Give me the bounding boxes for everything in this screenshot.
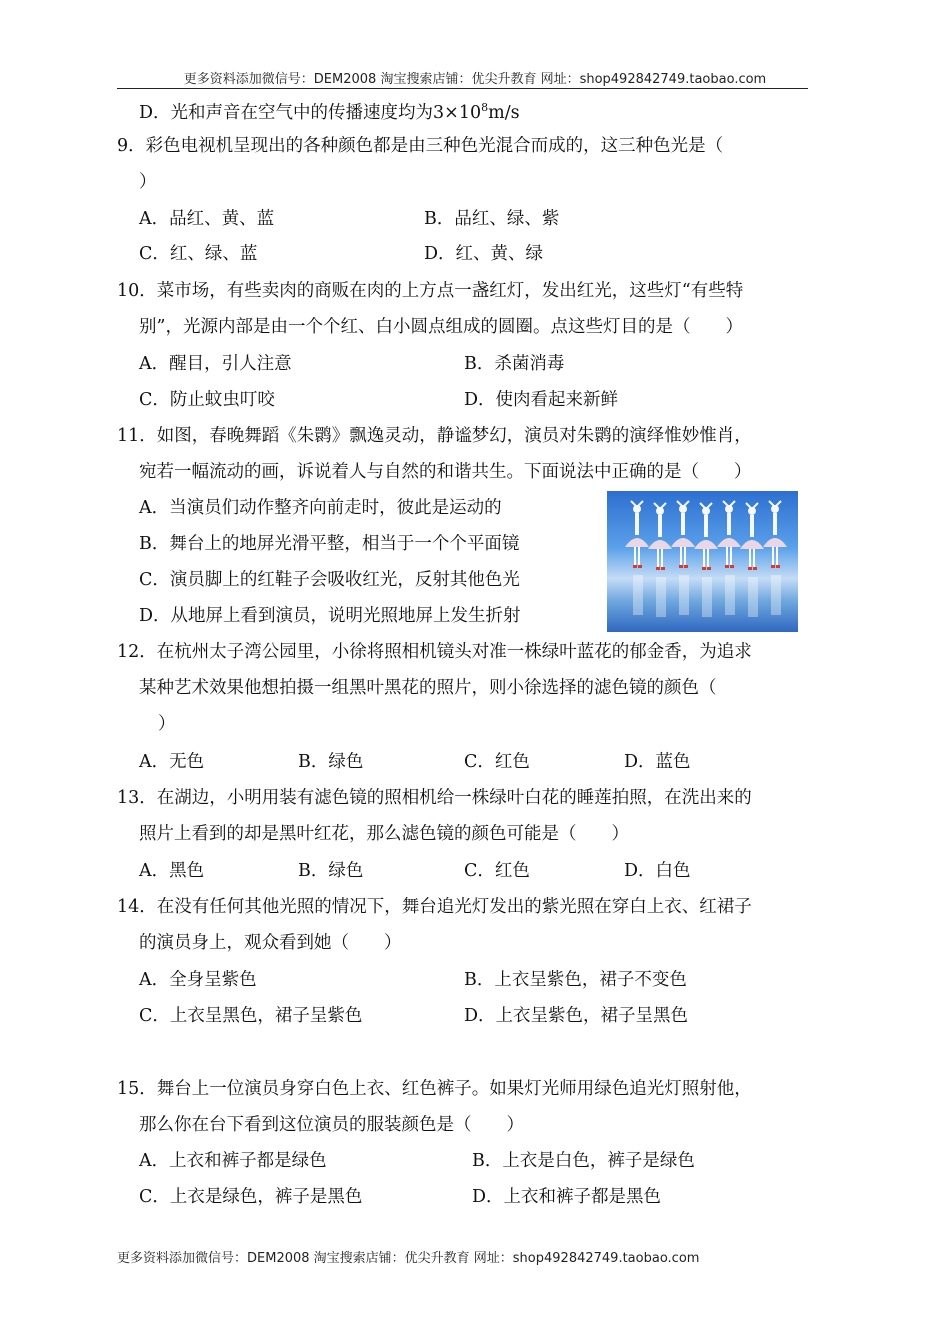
q12-stem-line3: ） — [158, 714, 176, 734]
q9-option-b: B．品红、绿、紫 — [424, 209, 560, 229]
q10-option-d: D．使肉看起来新鲜 — [464, 390, 619, 410]
q10-option-a: A．醒目，引人注意 — [139, 354, 292, 374]
q9-option-d: D．红、黄、绿 — [424, 244, 544, 264]
q10-stem-line2: 别”，光源内部是由一个个红、白小圆点组成的圆圈。点这些灯目的是（ ） — [139, 317, 743, 337]
q10-stem-line1: 10．菜市场，有些卖肉的商贩在肉的上方点一盏红灯，发出红光，这些灯“有些特 — [117, 281, 744, 301]
q14-option-a: A．全身呈紫色 — [139, 970, 257, 990]
page-footer: 更多资料添加微信号：DEM2008 淘宝搜索店铺：优尖升教育 网址：shop492842749.taobao.com — [117, 1251, 700, 1266]
dancers-illustration — [607, 491, 798, 632]
q11-option-c: C．演员脚上的红鞋子会吸收红光，反射其他色光 — [139, 570, 520, 590]
q11-option-d: D．从地屏上看到演员，说明光照地屏上发生折射 — [139, 606, 521, 626]
q15-stem-line2: 那么你在台下看到这位演员的服装颜色是（ ） — [139, 1115, 524, 1135]
q15-stem-line1: 15．舞台上一位演员身穿白色上衣、红色裤子。如果灯光师用绿色追光灯照射他， — [117, 1079, 752, 1099]
q15-option-c: C．上衣是绿色，裤子是黑色 — [139, 1187, 363, 1207]
q13-option-d: D．白色 — [624, 861, 691, 881]
dance-photo — [607, 491, 798, 632]
page-header: 更多资料添加微信号：DEM2008 淘宝搜索店铺：优尖升教育 网址：shop492842749.taobao.com — [183, 72, 767, 87]
q14-option-c: C．上衣呈黑色，裙子呈紫色 — [139, 1006, 363, 1026]
q9-stem-line2: ） — [139, 172, 157, 192]
q14-option-d: D．上衣呈紫色，裙子呈黑色 — [464, 1006, 689, 1026]
q13-option-b: B．绿色 — [298, 861, 364, 881]
q13-option-c: C．红色 — [464, 861, 530, 881]
q8-option-d-text: D．光和声音在空气中的传播速度均为3×10 — [139, 102, 482, 123]
q11-stem-line2: 宛若一幅流动的画，诉说着人与自然的和谐共生。下面说法中正确的是（ ） — [139, 462, 752, 482]
q12-option-b: B．绿色 — [298, 752, 364, 772]
q10-option-c: C．防止蚊虫叮咬 — [139, 390, 275, 410]
q14-option-b: B．上衣呈紫色，裙子不变色 — [464, 970, 687, 990]
q12-option-d: D．蓝色 — [624, 752, 691, 772]
q10-option-b: B．杀菌消毒 — [464, 354, 565, 374]
q8-option-d-unit: m/s — [488, 102, 520, 123]
q11-option-a: A．当演员们动作整齐向前走时，彼此是运动的 — [139, 498, 502, 518]
q12-stem-line1: 12．在杭州太子湾公园里，小徐将照相机镜头对准一株绿叶蓝花的郁金香，为追求 — [117, 642, 752, 662]
q14-stem-line2: 的演员身上，观众看到她（ ） — [139, 933, 402, 953]
q12-option-a: A．无色 — [139, 752, 205, 772]
q9-option-a: A．品红、黄、蓝 — [139, 209, 275, 229]
q11-stem-line1: 11．如图，春晚舞蹈《朱鹮》飘逸灵动，静谧梦幻，演员对朱鹮的演绎惟妙惟肖， — [117, 426, 752, 446]
q14-stem-line1: 14．在没有任何其他光照的情况下，舞台追光灯发出的紫光照在穿白上衣、红裙子 — [117, 897, 752, 917]
q15-option-a: A．上衣和裤子都是绿色 — [139, 1151, 327, 1171]
q13-stem-line2: 照片上看到的却是黑叶红花，那么滤色镜的颜色可能是（ ） — [139, 824, 629, 844]
q15-option-d: D．上衣和裤子都是黑色 — [472, 1187, 662, 1207]
q12-stem-line2: 某种艺术效果他想拍摄一组黑叶黑花的照片，则小徐选择的滤色镜的颜色（ — [139, 678, 717, 698]
q15-option-b: B．上衣是白色，裤子是绿色 — [472, 1151, 695, 1171]
q13-stem-line1: 13．在湖边，小明用装有滤色镜的照相机给一株绿叶白花的睡莲拍照，在洗出来的 — [117, 788, 752, 808]
q9-option-c: C．红、绿、蓝 — [139, 244, 258, 264]
header-rule — [117, 88, 808, 89]
q12-option-c: C．红色 — [464, 752, 530, 772]
q8-option-d-exponent: 8 — [481, 101, 489, 114]
q9-stem-line1: 9．彩色电视机呈现出的各种颜色都是由三种色光混合而成的，这三种色光是（ — [117, 136, 724, 156]
q13-option-a: A．黑色 — [139, 861, 205, 881]
q11-option-b: B．舞台上的地屏光滑平整，相当于一个个平面镜 — [139, 534, 520, 554]
q8-option-d — [139, 97, 520, 124]
